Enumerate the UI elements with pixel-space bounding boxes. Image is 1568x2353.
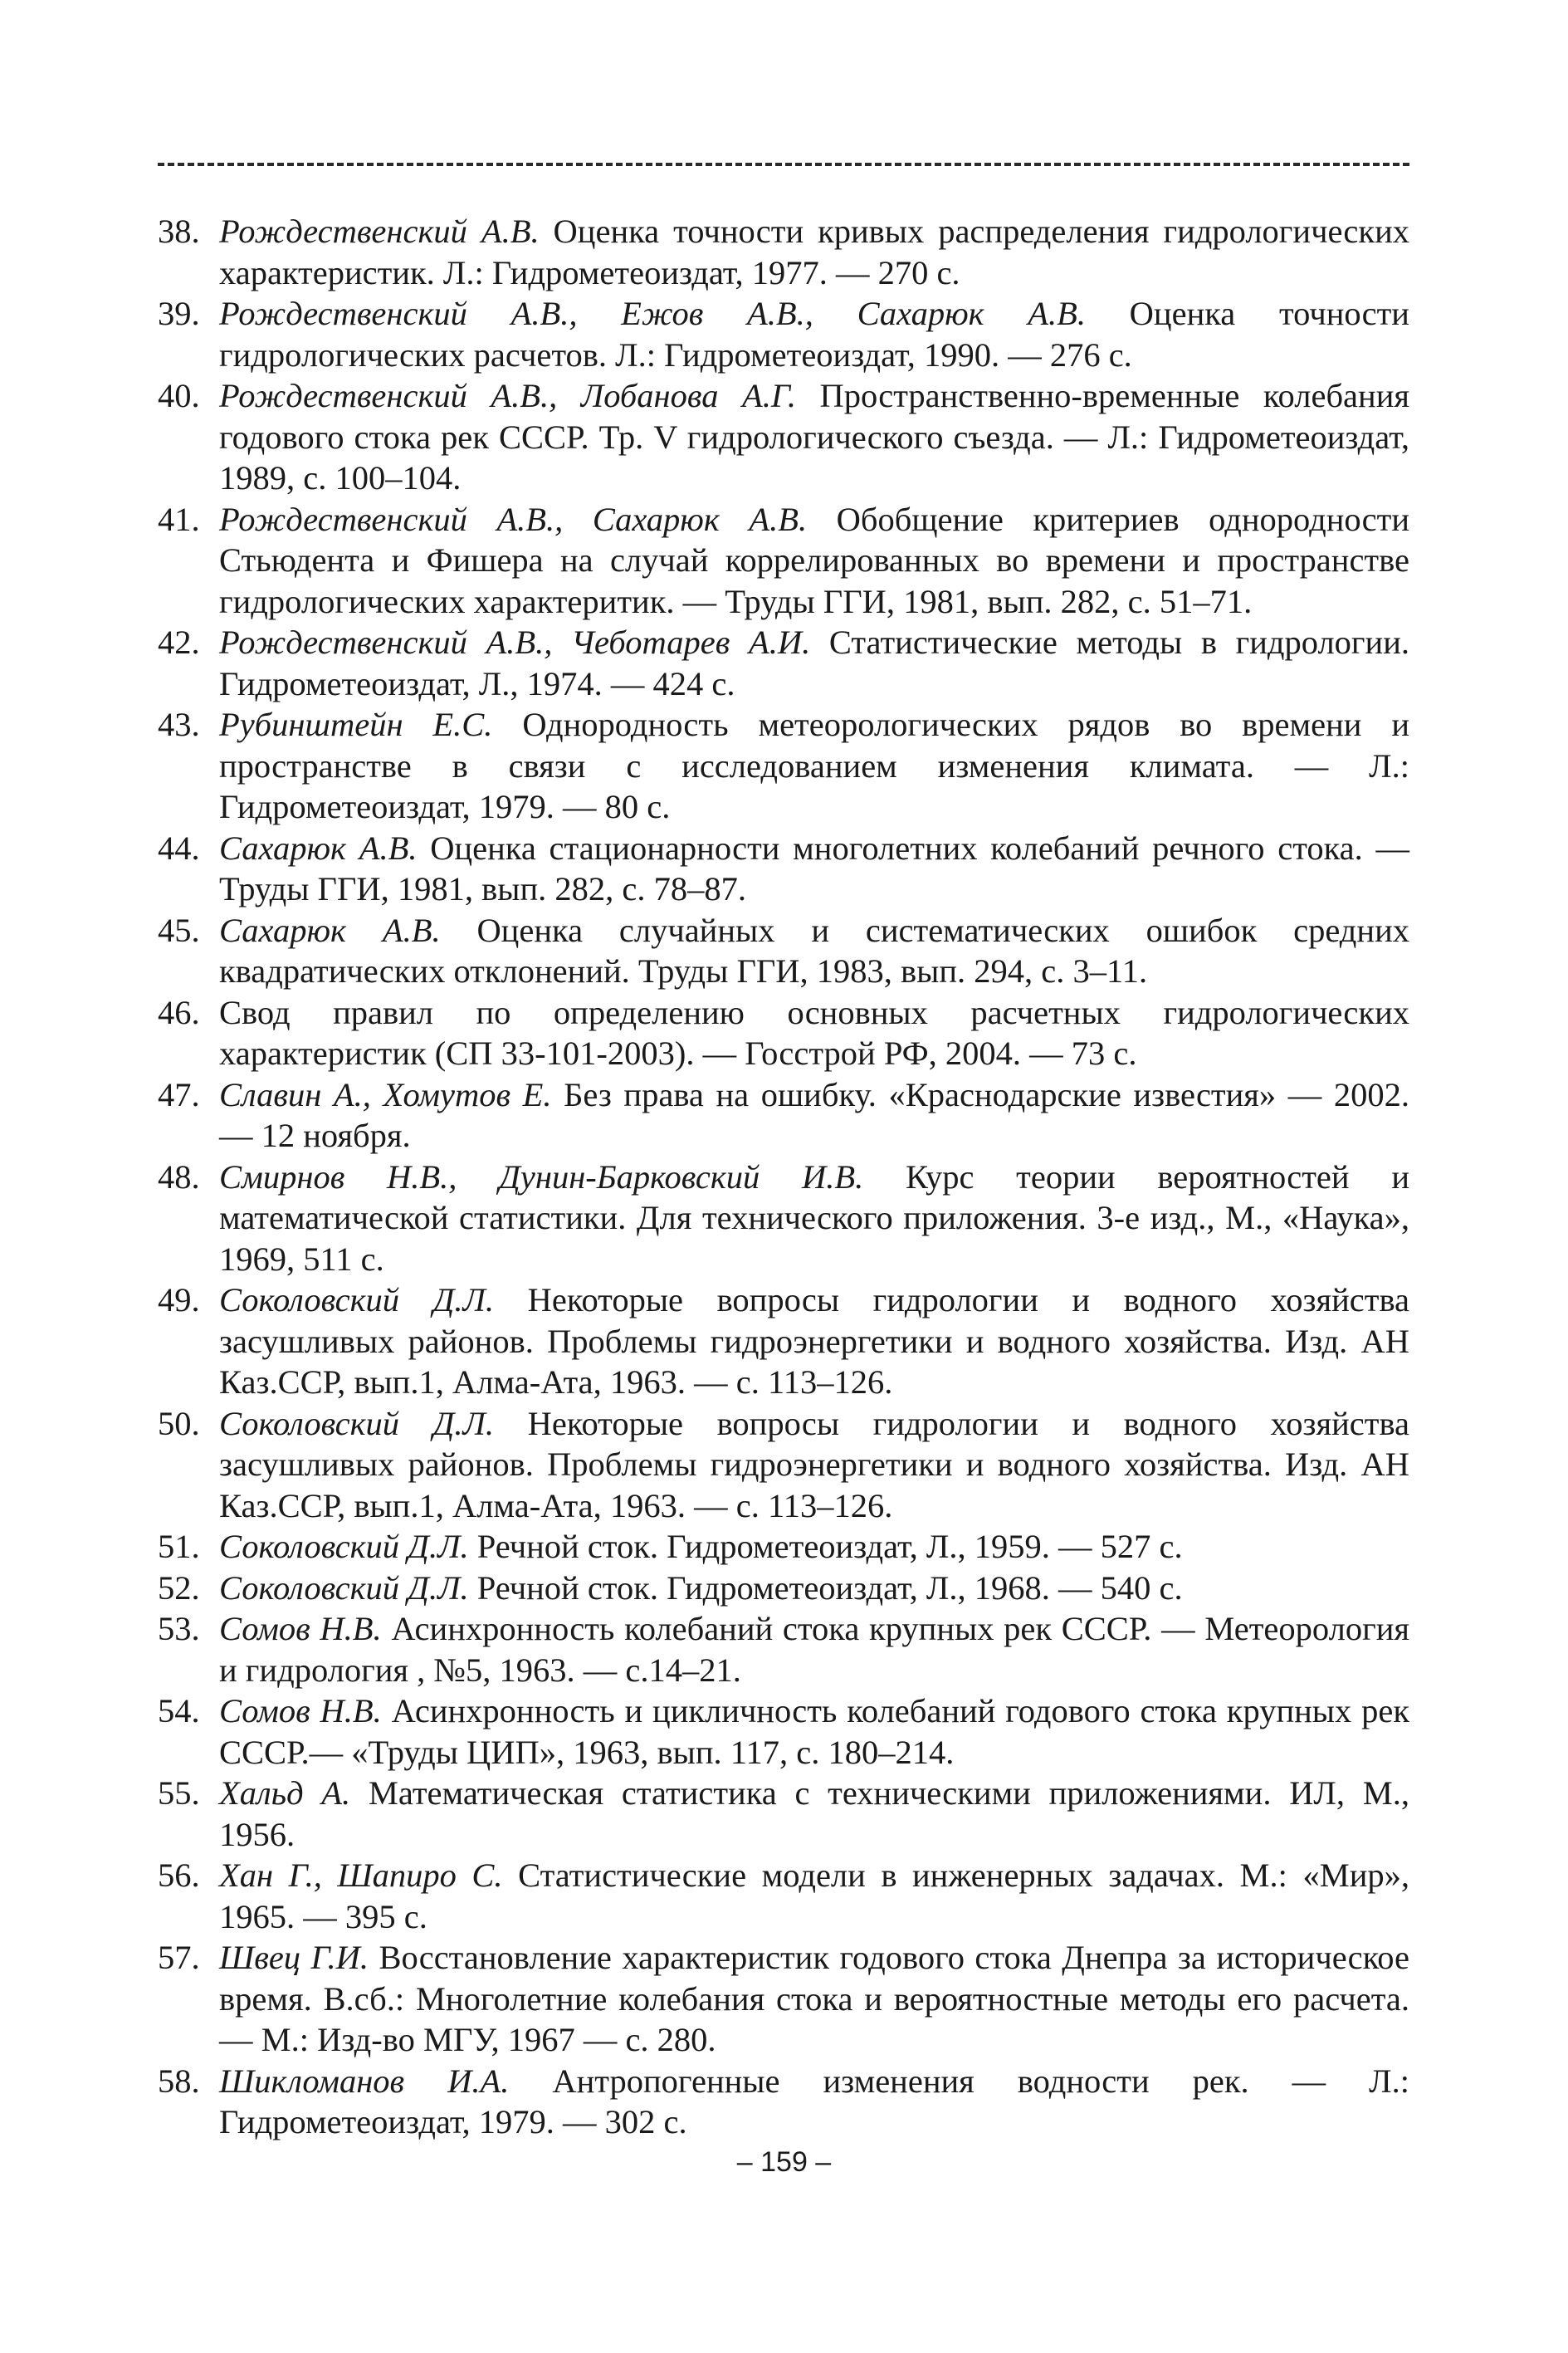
reference-author: Рождественский А.В., Ежов А.В., Сахарюк А.В. [219,295,1086,332]
reference-text: Оценка стационарности многолетних колебаний речного стока. — Труды ГГИ, 1981, вып. 282, с. 78–87. [219,829,1410,907]
reference-text: Оценка случайных и систематических ошибок средних квадратических отклонений. Труды ГГИ, 1983, вып. 294, с. 3–11. [219,911,1409,990]
reference-text: Речной сток. Гидрометеоиздат, Л., 1959. — 527 с. [476,1528,1183,1565]
reference-number: 43. [158,706,200,743]
reference-author: Сахарюк А.В. [219,911,441,949]
reference-item [158,1526,1409,1568]
reference-number: 57. [158,1939,200,1976]
reference-item [158,1279,1409,1403]
reference-number: 52. [158,1568,200,1607]
reference-number: 39. [158,295,200,332]
reference-author: Сомов Н.В. [219,1692,382,1729]
reference-text: Статистические модели в инженерных задачах. М.: «Мир», 1965. — 395 с. [219,1856,1410,1935]
reference-author: Хальд А. [219,1774,351,1812]
reference-author: Соколовский Д.Л. [219,1528,469,1565]
reference-author: Рубинштейн Е.С. [219,706,493,743]
reference-text: Математическая статистика с техническими приложениями. ИЛ, М., 1956. [219,1774,1410,1853]
reference-author: Сахарюк А.В. [219,829,418,867]
reference-text: Пространственно-временные колебания годового стока рек СССР. Тр. V гидрологического съезда. — Л.: Гидрометеоиздат, 1989, с. 100–104. [219,377,1409,497]
reference-item [158,2061,1409,2143]
reference-text: Асинхронность колебаний стока крупных рек СССР. — Метеорология и гидрология , №5, 1963. — с.14–21. [219,1610,1409,1689]
reference-author: Смирнов Н.В., Дунин-Барковский И.В. [219,1157,864,1196]
reference-number: 58. [158,2062,200,2100]
reference-text: Оценка точности гидрологических расчетов. Л.: Гидрометеоиздат, 1990. — 276 с. [219,295,1409,374]
reference-author: Рождественский А.В., Лобанова А.Г. [219,377,796,414]
reference-item [158,828,1409,910]
reference-text: Курс теории вероятностей и математической статистики. Для технического приложения. 3-е изд., М., «Наука», 1969, 511 с. [219,1157,1409,1278]
reference-number: 51. [158,1528,200,1565]
reference-number: 42. [158,624,200,661]
reference-item [158,293,1409,375]
reference-author: Швец Г.И. [219,1939,369,1976]
reference-number: 40. [158,377,200,414]
reference-number: 54. [158,1692,200,1729]
reference-item [158,1937,1409,2061]
reference-text: Некоторые вопросы гидрологии и водного хозяйства засушливых районов. Проблемы гидроэнергетики и водного хозяйства. Изд. АН Каз.ССР, вып.1, Алма-Ата, 1963. — с. 113–126. [219,1404,1410,1524]
reference-text: Свод правил по определению основных расчетных гидрологических характеристик (СП 33-101-2003). — Госстрой РФ, 2004. — 73 с. [219,993,1409,1072]
reference-text: Некоторые вопросы гидрологии и водного хозяйства засушливых районов. Проблемы гидроэнергетики и водного хозяйства. Изд. АН Каз.ССР, вып.1, Алма-Ата, 1963. — с. 113–126. [219,1281,1410,1401]
reference-list [158,211,1409,2143]
reference-item [158,1608,1409,1690]
reference-author: Соколовский Д.Л. [219,1568,469,1607]
reference-text: Восстановление характеристик годового стока Днепра за историческое время. В.сб.: Многолетние колебания стока и вероятностные методы его расчета. — М.: Изд-во МГУ, 1967 — с. 280. [219,1939,1409,2058]
reference-author: Славин А., Хомутов Е. [219,1075,552,1113]
reference-author: Соколовский Д.Л. [219,1404,495,1442]
reference-item [158,992,1409,1074]
reference-text: Статистические методы в гидрологии. Гидрометеоиздат, Л., 1974. — 424 с. [219,624,1409,702]
reference-number: 38. [158,213,200,250]
reference-item [158,1690,1409,1773]
reference-item [158,375,1409,499]
reference-number: 46. [158,993,200,1031]
reference-author: Хан Г., Шапиро С. [219,1856,503,1894]
reference-text: Асинхронность и цикличность колебаний годового стока крупных рек СССР.— «Труды ЦИП», 1963, вып. 117, с. 180–214. [219,1692,1409,1771]
page-number: – 159 – [736,2146,832,2178]
reference-number: 48. [158,1157,200,1196]
reference-author: Рождественский А.В. [219,213,540,250]
reference-number: 47. [158,1075,200,1113]
reference-author: Соколовский Д.Л. [219,1281,495,1318]
reference-text: Оценка точности кривых распределения гидрологических характеристик. Л.: Гидрометеоиздат, 1977. — 270 с. [219,213,1410,291]
reference-text: Антропогенные изменения водности рек. — Л.: Гидрометеоиздат, 1979. — 302 с. [219,2062,1409,2140]
reference-author: Рождественский А.В., Сахарюк А.В. [219,500,808,538]
reference-item [158,1157,1409,1280]
reference-text: Обобщение критериев однородности Стьюдента и Фишера на случай коррелированных во времени и пространстве гидрологических характеритик. — Труды ГГИ, 1981, вып. 282, с. 51–71. [219,500,1410,620]
reference-item [158,1773,1409,1855]
reference-item [158,1403,1409,1527]
reference-item [158,1855,1409,1937]
reference-number: 44. [158,829,200,867]
reference-number: 45. [158,911,200,949]
reference-text: Однородность метеорологических рядов во времени и пространстве в связи с исследованием изменения климата. — Л.: Гидрометеоиздат, 1979. — 80 с. [219,706,1410,825]
reference-number: 49. [158,1281,200,1318]
reference-item [158,910,1409,992]
reference-item [158,1568,1409,1609]
reference-text: Речной сток. Гидрометеоиздат, Л., 1968. — 540 с. [476,1568,1183,1607]
reference-number: 56. [158,1856,200,1894]
header-dashed-rule [158,163,1409,166]
reference-number: 41. [158,500,200,538]
reference-item [158,622,1409,704]
reference-item [158,1074,1409,1157]
reference-number: 53. [158,1610,200,1647]
reference-item [158,704,1409,828]
reference-number: 55. [158,1774,200,1812]
reference-author: Рождественский А.В., Чеботарев А.И. [219,624,811,661]
reference-author: Шикломанов И.А. [219,2062,510,2100]
reference-item [158,211,1409,293]
reference-text: Без права на ошибку. «Краснодарские известия» — 2002. — 12 ноября. [219,1075,1409,1154]
reference-number: 50. [158,1404,200,1442]
reference-author: Сомов Н.В. [219,1610,382,1647]
reference-item [158,499,1409,623]
